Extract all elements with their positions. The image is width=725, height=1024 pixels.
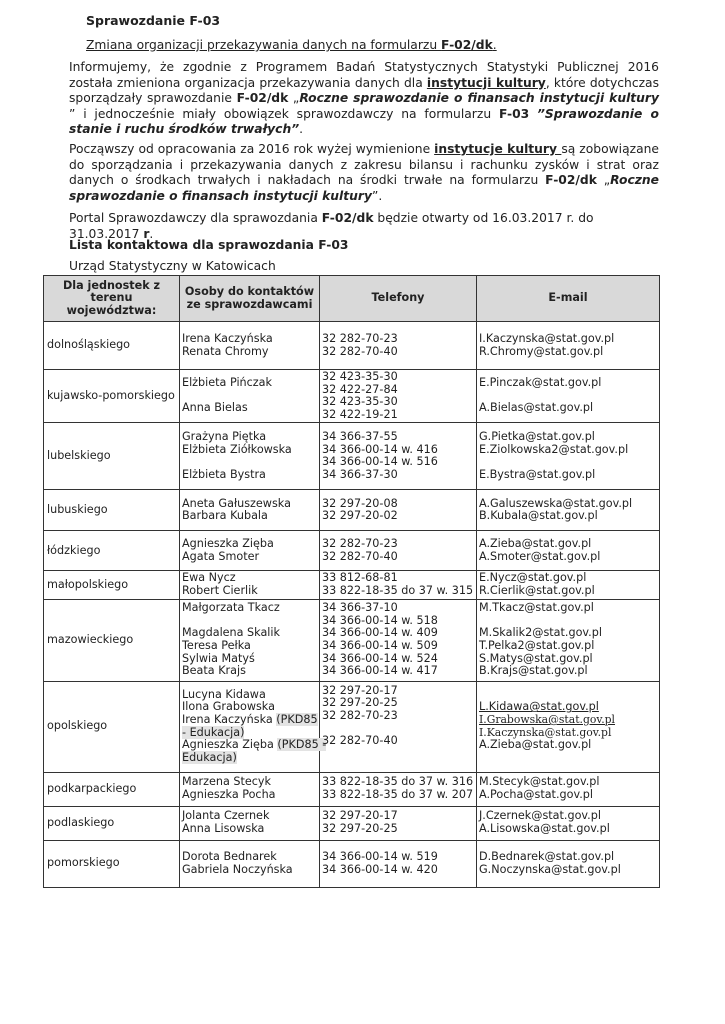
- phones-cell: [320, 806, 477, 840]
- emails-cell: [477, 806, 660, 840]
- person-name: Gabriela Noczyńska: [182, 862, 293, 876]
- phone-number: 33 812-68-81: [322, 571, 398, 585]
- phones-cell: [320, 531, 477, 571]
- email-address[interactable]: B.Krajs@stat.gov.pl: [479, 664, 588, 678]
- email-address[interactable]: J.Czernek@stat.gov.pl: [479, 809, 601, 823]
- phone-number: 32 282-70-40: [322, 344, 398, 358]
- person-name-text: Agnieszka Zięba: [182, 738, 278, 752]
- email-address[interactable]: R.Chromy@stat.gov.pl: [479, 344, 604, 358]
- person-name: Agnieszka Zięba: [182, 537, 274, 551]
- phone-number: 32 297-20-25: [322, 696, 398, 710]
- phone-number: 32 423-35-30: [322, 370, 398, 383]
- person-name: Anna Lisowska: [182, 822, 265, 836]
- header-email: E-mail: [477, 276, 660, 322]
- person-name: [182, 738, 327, 752]
- persons-cell: [180, 772, 320, 806]
- table-row: [44, 531, 660, 571]
- phone-number: 33 822-18-35 do 37 w. 316: [322, 775, 474, 789]
- para3-bold-1: F-02/dk: [321, 211, 374, 225]
- para1-text-4: ” i jednocześnie miały obowiązek sprawozdawczy na formularzu: [69, 106, 499, 121]
- person-name: Elżbieta Ziółkowska: [182, 442, 292, 456]
- person-name: Robert Cierlik: [182, 583, 258, 597]
- region-cell: lubuskiego: [44, 490, 180, 531]
- document-subtitle: [86, 38, 676, 54]
- region-cell: małopolskiego: [44, 571, 180, 599]
- table-row: [44, 840, 660, 887]
- email-address[interactable]: A.Bielas@stat.gov.pl: [479, 401, 594, 415]
- person-name: Agnieszka Pocha: [182, 788, 276, 802]
- phone-number: 34 366-00-14 w. 416: [322, 442, 438, 456]
- document-title: Sprawozdanie F-03: [86, 13, 221, 28]
- para1-text-6: .: [299, 122, 304, 137]
- person-name: Dorota Bednarek: [182, 849, 277, 863]
- table-header-row: [44, 276, 660, 322]
- para1-bolditalic-1: Roczne sprawozdanie o finansach instytucji kultury: [299, 91, 660, 106]
- subtitle-end: .: [492, 38, 497, 52]
- paragraph-intro: [69, 60, 659, 138]
- email-address[interactable]: E.Bystra@stat.gov.pl: [479, 467, 596, 481]
- persons-cell: [180, 531, 320, 571]
- emails-cell: [477, 772, 660, 806]
- phone-number: 34 366-00-14 w. 409: [322, 626, 438, 640]
- emails-cell: [477, 370, 660, 423]
- persons-cell: [180, 571, 320, 599]
- phones-cell: [320, 571, 477, 599]
- email-address[interactable]: L.Kidawa@stat.gov.pl: [479, 700, 599, 714]
- person-name: Jolanta Czernek: [182, 809, 270, 823]
- person-name: Aneta Gałuszewska: [182, 496, 291, 510]
- phones-cell: [320, 681, 477, 772]
- header-phones: Telefony: [320, 276, 477, 322]
- person-name: Anna Bielas: [182, 401, 248, 415]
- persons-cell: [180, 370, 320, 423]
- region-cell: opolskiego: [44, 681, 180, 772]
- emails-cell: [477, 531, 660, 571]
- para1-bolditalic-2: ”Sprawozdanie o stanie i ruchu środków trwałych”: [69, 106, 659, 137]
- email-address[interactable]: M.Stecyk@stat.gov.pl: [479, 775, 600, 789]
- para2-text-4: ”.: [371, 188, 383, 203]
- person-name: Beata Krajs: [182, 664, 246, 678]
- region-cell: podkarpackiego: [44, 772, 180, 806]
- phones-cell: [320, 772, 477, 806]
- region-cell: podlaskiego: [44, 806, 180, 840]
- person-name: Małgorzata Tkacz: [182, 601, 280, 615]
- email-address[interactable]: A.Zieba@stat.gov.pl: [479, 738, 592, 752]
- region-cell: łódzkiego: [44, 531, 180, 571]
- emails-cell: [477, 840, 660, 887]
- email-address[interactable]: T.Pelka2@stat.gov.pl: [479, 639, 595, 653]
- person-name: Elżbieta Bystra: [182, 467, 266, 481]
- region-cell: kujawsko-pomorskiego: [44, 370, 180, 423]
- persons-cell: [180, 806, 320, 840]
- persons-cell: [180, 322, 320, 370]
- phones-cell: [320, 490, 477, 531]
- region-cell: pomorskiego: [44, 840, 180, 887]
- email-address[interactable]: A.Lisowska@stat.gov.pl: [479, 822, 610, 836]
- email-address[interactable]: I.Grabowska@stat.gov.pl: [479, 712, 616, 726]
- email-address[interactable]: G.Noczynska@stat.gov.pl: [479, 862, 621, 876]
- pkd-note: (PKD85 -: [277, 738, 327, 752]
- table-row: [44, 806, 660, 840]
- table-row: [44, 423, 660, 490]
- region-cell: dolnośląskiego: [44, 322, 180, 370]
- persons-cell: [180, 681, 327, 772]
- phone-number: 34 366-00-14 w. 417: [322, 664, 438, 678]
- para3-text-2: będzie otwarty od 16.03.2017 r. do 31.03.2017: [69, 211, 594, 241]
- emails-cell: [477, 681, 660, 772]
- para1-bold-3: F-03: [498, 106, 530, 121]
- paragraph-obligation: [69, 142, 659, 204]
- phone-number: 34 366-37-30: [322, 467, 398, 481]
- para2-bolditalic-1: Roczne sprawozdanie o finansach instytucji kultury: [69, 173, 659, 203]
- para1-text-1: Informujemy, że zgodnie z Programem Badań Statystycznych Statystyki Publicznej 2016 została zmieniona organizacja przekazywania danych dla: [69, 60, 659, 90]
- phone-number: 32 297-20-17: [322, 683, 398, 697]
- persons-cell: [180, 423, 320, 490]
- phone-number: 32 282-70-40: [322, 733, 398, 747]
- person-name: Teresa Pełka: [182, 639, 251, 653]
- para3-text-3: .: [149, 226, 154, 241]
- region-cell: mazowieckiego: [44, 599, 180, 681]
- email-address[interactable]: A.Smoter@stat.gov.pl: [479, 549, 601, 563]
- phone-number: 34 366-37-55: [322, 430, 398, 444]
- phone-number: 32 297-20-02: [322, 509, 398, 523]
- phone-number: 34 366-00-14 w. 524: [322, 651, 438, 665]
- subtitle-text: Zmiana organizacji przekazywania danych na formularzu: [86, 38, 442, 52]
- phone-number: 32 423-35-30: [322, 395, 398, 409]
- phone-number: 32 297-20-25: [322, 822, 398, 836]
- para3-bold-2: r: [143, 226, 150, 241]
- email-address[interactable]: R.Cierlik@stat.gov.pl: [479, 583, 595, 597]
- person-name: Magdalena Skalik: [182, 626, 280, 640]
- email-address[interactable]: E.Pinczak@stat.gov.pl: [479, 376, 602, 390]
- phone-number: 32 282-70-23: [322, 708, 398, 722]
- phone-number: 34 366-00-14 w. 516: [322, 455, 438, 469]
- contacts-table: [43, 275, 660, 888]
- phone-number: 32 297-20-08: [322, 496, 398, 510]
- email-address[interactable]: E.Nycz@stat.gov.pl: [479, 571, 587, 585]
- table-row: [44, 370, 660, 423]
- contacts-heading: Lista kontaktowa dla sprawozdania F-03: [69, 238, 349, 252]
- para1-bold-1: instytucji kultury: [426, 75, 546, 90]
- email-address[interactable]: I.Kaczynska@stat.gov.pl: [479, 331, 615, 345]
- person-name: Grażyna Piętka: [182, 430, 267, 444]
- person-name: Barbara Kubala: [182, 509, 268, 523]
- email-address[interactable]: D.Bednarek@stat.gov.pl: [479, 849, 615, 863]
- person-name: Irena Kaczyńska: [182, 331, 273, 345]
- subtitle-form-code: F-02/dk: [441, 38, 493, 52]
- region-cell: lubelskiego: [44, 423, 180, 490]
- para1-text-5: [529, 107, 537, 121]
- person-name: Agata Smoter: [182, 549, 260, 563]
- phones-cell: [320, 599, 477, 681]
- person-name: Lucyna Kidawa: [182, 687, 266, 701]
- pkd-note: (PKD85: [276, 712, 318, 726]
- table-row: [44, 772, 660, 806]
- emails-cell: [477, 490, 660, 531]
- persons-cell: [180, 840, 320, 887]
- phone-number: 32 282-70-23: [322, 331, 398, 345]
- pkd-note: Edukacja): [182, 750, 237, 764]
- phones-cell: [320, 423, 477, 490]
- para1-text-3: „: [288, 91, 300, 106]
- emails-cell: [477, 322, 660, 370]
- email-address[interactable]: E.Ziolkowska2@stat.gov.pl: [479, 442, 629, 456]
- person-name: Renata Chromy: [182, 344, 269, 358]
- table-row: [44, 599, 660, 681]
- phone-number: 34 366-00-14 w. 519: [322, 849, 438, 863]
- para3-text-1: Portal Sprawozdawczy dla sprawozdania: [69, 211, 322, 225]
- para2-text-1: Począwszy od opracowania za 2016 rok wyżej wymienione: [69, 142, 435, 156]
- email-address[interactable]: A.Pocha@stat.gov.pl: [479, 788, 593, 802]
- person-name: Elżbieta Pińczak: [182, 376, 272, 390]
- phone-number: 32 422-27-84: [322, 382, 398, 396]
- person-name-text: Irena Kaczyńska: [182, 712, 277, 726]
- email-address[interactable]: A.Zieba@stat.gov.pl: [479, 537, 592, 551]
- email-address[interactable]: A.Galuszewska@stat.gov.pl: [479, 496, 633, 510]
- phone-number: 33 822-18-35 do 37 w. 207: [322, 788, 474, 802]
- para1-text-2: , które dotychczas sporządzały sprawozdanie: [69, 75, 659, 106]
- phones-cell: [320, 370, 477, 423]
- para2-bold-1: instytucje kultury: [434, 142, 562, 156]
- phone-number: 32 297-20-17: [322, 809, 398, 823]
- header-region: Dla jednostek z terenu województwa:: [44, 276, 180, 322]
- phone-number: 34 366-00-14 w. 518: [322, 613, 438, 627]
- email-address[interactable]: I.Kaczynska@stat.gov.pl: [479, 725, 612, 739]
- persons-cell: [180, 599, 320, 681]
- person-name: Sylwia Matyś: [182, 651, 255, 665]
- para2-bold-2: F-02/dk: [545, 173, 597, 188]
- email-address[interactable]: G.Pietka@stat.gov.pl: [479, 430, 595, 444]
- phone-number: 33 822-18-35 do 37 w. 315: [322, 583, 474, 597]
- phones-cell: [320, 840, 477, 887]
- phone-number: 32 282-70-40: [322, 549, 398, 563]
- email-address[interactable]: M.Tkacz@stat.gov.pl: [479, 601, 594, 615]
- para2-text-3: „: [596, 173, 611, 188]
- phone-number: 34 366-37-10: [322, 601, 398, 615]
- email-address[interactable]: S.Matys@stat.gov.pl: [479, 651, 593, 665]
- email-address[interactable]: M.Skalik2@stat.gov.pl: [479, 626, 602, 640]
- pkd-note: - Edukacja): [182, 725, 245, 739]
- para2-text-2: są zobowiązane do sporządzania i przekazywania danych z zakresu bilansu i rachunku zysków i strat oraz danych o środkach trwałych i nakładach na środki trwałe na formularzu: [69, 142, 659, 188]
- person-name: [182, 714, 317, 727]
- table-row: [44, 681, 660, 772]
- email-address[interactable]: B.Kubala@stat.gov.pl: [479, 509, 598, 523]
- office-name: Urząd Statystyczny w Katowicach: [69, 259, 276, 273]
- emails-cell: [477, 599, 660, 681]
- phone-number: 34 366-00-14 w. 509: [322, 639, 438, 653]
- phone-number: 32 282-70-23: [322, 537, 398, 551]
- emails-cell: [477, 571, 660, 599]
- person-name: Marzena Stecyk: [182, 775, 271, 789]
- emails-cell: [477, 423, 660, 490]
- header-contacts: Osoby do kontaktów ze sprawozdawcami: [180, 276, 320, 322]
- person-name: Ewa Nycz: [182, 571, 236, 585]
- pkd-note-continued: [182, 752, 317, 765]
- persons-cell: [180, 490, 320, 531]
- table-row: [44, 571, 660, 599]
- phone-number: 32 422-19-21: [322, 407, 398, 421]
- phones-cell: [320, 322, 477, 370]
- para1-bold-2: F-02/dk: [236, 91, 289, 106]
- person-name: Ilona Grabowska: [182, 700, 275, 714]
- table-row: [44, 322, 660, 370]
- table-row: [44, 490, 660, 531]
- phone-number: 34 366-00-14 w. 420: [322, 862, 438, 876]
